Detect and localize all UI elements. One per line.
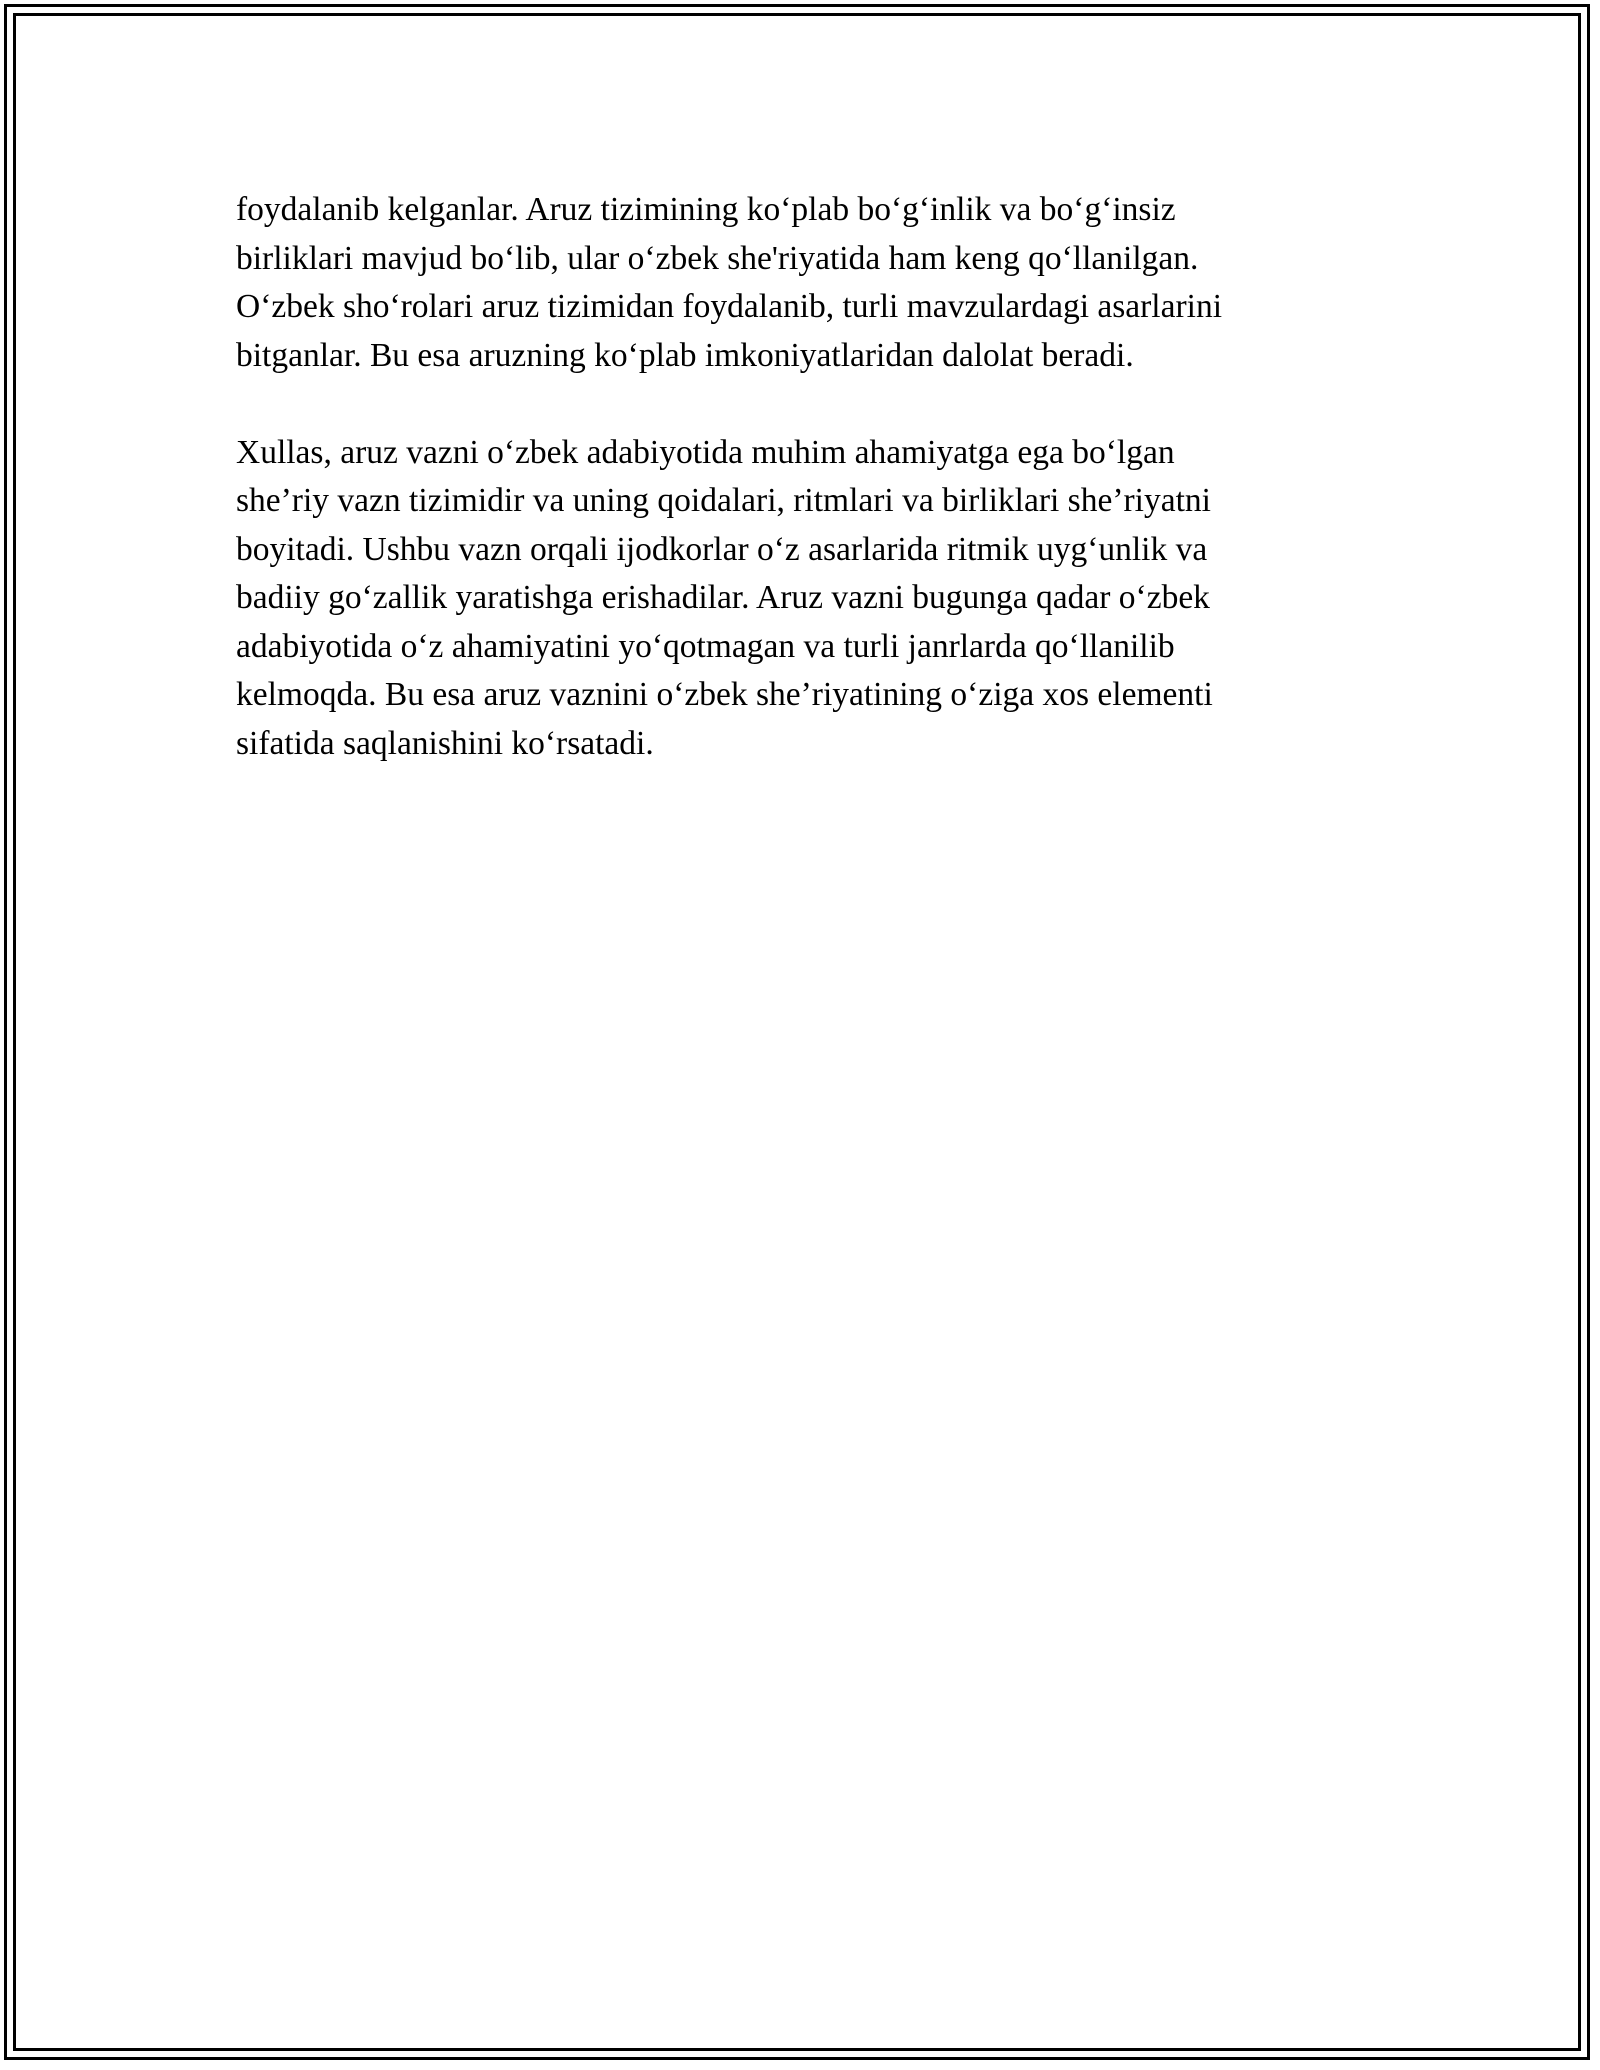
text-line: O‘zbek sho‘rolari aruz tizimidan foydalanib, turli mavzulardagi asarlarini	[236, 288, 1223, 325]
document-body	[236, 186, 1396, 768]
text-line: birliklari mavjud bo‘lib, ular o‘zbek she'riyatida ham keng qo‘llanilgan.	[236, 239, 1199, 277]
paragraph-2	[236, 429, 1396, 769]
text-line: boyitadi. Ushbu vazn orqali ijodkorlar o‘z asarlarida ritmik uyg‘unlik va	[236, 530, 1208, 568]
text-line: she’riy vazn tizimidir va uning qoidalari, ritmlari va birliklari she’riyatni	[236, 482, 1211, 519]
paragraph-1	[236, 186, 1396, 380]
text-line: foydalanib kelganlar. Aruz tizimining ko‘plab bo‘g‘inlik va bo‘g‘insiz	[236, 191, 1176, 228]
text-line: badiiy go‘zallik yaratishga erishadilar. Aruz vazni bugunga qadar o‘zbek	[236, 579, 1210, 616]
text-line: sifatida saqlanishini ko‘rsatadi.	[236, 724, 654, 762]
text-line: adabiyotida o‘z ahamiyatini yo‘qotmagan va turli janrlarda qo‘llanilib	[236, 627, 1175, 665]
text-line: kelmoqda. Bu esa aruz vaznini o‘zbek she’riyatining o‘ziga xos elementi	[236, 676, 1213, 713]
text-line: Xullas, aruz vazni o‘zbek adabiyotida muhim ahamiyatga ega bo‘lgan	[236, 433, 1175, 471]
text-line: bitganlar. Bu esa aruzning ko‘plab imkoniyatlaridan dalolat beradi.	[236, 336, 1134, 374]
